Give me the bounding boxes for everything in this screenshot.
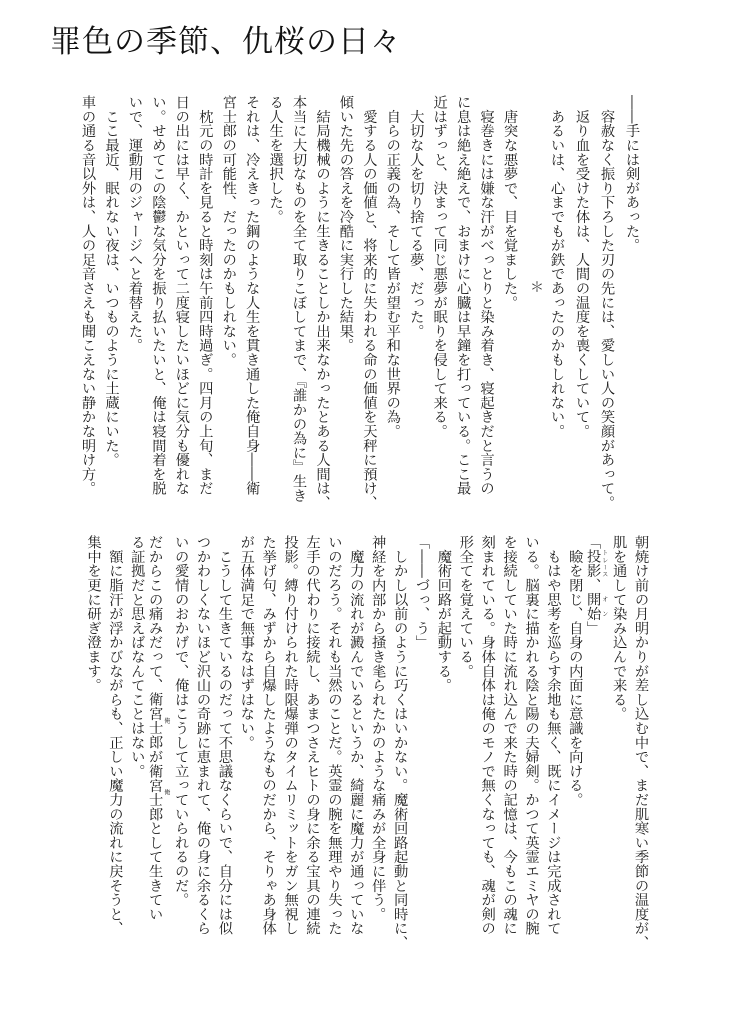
text-column: を接続していた時に流れ込んで来た時の記憶は、今もこの魂に [501,535,518,936]
text-column: 車の通る音以外は、人の足音さえも聞こえない静かな明け方。 [80,95,97,496]
text-column: 「投影 トレース、開始 オン」 [585,535,608,636]
text-column: 大切な人を切り捨てる夢、だった。 [408,95,425,339]
text-column: 容赦なく振り下ろした刃の先には、愛しい人の笑顔があって。 [599,95,615,510]
ruby-text: 衛宮士郎 俺 [147,692,170,750]
text-column: に息は絶え絶えで、おまけに心臓は早鐘を打っている。ここ最 [455,95,472,496]
text-column: 投影。縛り付けられた時限爆弾のタイムリミットをガン無視し [282,535,299,936]
text-column: 愛する人の価値と、将来的に失われる命の価値を天秤に預け、 [361,95,378,510]
text-column: しかし以前のように巧くはいかない。魔術回路起動と同時に、 [392,535,409,950]
text-column: 神経を内部から掻き毟られたかのような痛みが全身に伴う。 [370,535,387,922]
text-column: 返り血を受けた体は、人間の温度を喪くしていて。 [574,95,590,439]
text-column: 寝巻きには嫌な汗がべっとりと染み着き、寝起きだと言うの [478,95,495,496]
text-column: 左手の代わりに接続し、あまつさえヒトの身に余る宝具の連続 [304,535,321,936]
text-column: 形全てを覚えている。 [457,535,474,678]
text-column: 近はずっと、決まって同じ悪夢が眠りを侵して来る。 [431,95,448,439]
text-column: もはや思考を巡らす余地も無く、既にイメージは完成されて [545,535,562,936]
text-column: 魔力の流れが澱んでいるというか、綺麗に魔力が通っていな [348,535,365,936]
text-column: 結局機械のように生きることしか出来なかったとある人間は、 [314,95,331,510]
text-column: いの愛情のおかげで、俺はこうして立っていられるのだ。 [173,535,190,907]
text-column: い。せめてこの陰鬱な気分を振り払いたいと、俺は寝間着を脱 [150,95,167,496]
text-column: 本当に大切なものを全て取りこぼしてまで、『誰かの為に』生き [291,95,308,503]
text-column: 集中を更に研ぎ澄ます。 [85,535,102,693]
text-column: 宮士郎の可能性、だったのかもしれない。 [220,95,237,367]
text-column: 肌を通して染み込んで来る。 [611,535,628,721]
text-column: る人生を選択した。 [267,95,284,224]
text-column: ここ最近、眠れない夜は、いつものように土蔵にいた。 [103,95,120,467]
text-column: いで、運動用のジャージへと着替えた。 [126,95,143,353]
text-column: だからこの痛みだって、衛宮士郎 俺が衛宮士郎 俺として生きてい [147,535,170,922]
text-column: 朝焼け前の月明かりが差し込む中で、まだ肌寒い季節の温度が、 [633,535,649,950]
text-column: それは、冷えきった鋼のような人生を貫き通した俺自身――衛 [244,95,261,496]
ruby-text: 衛宮士郎 俺 [147,763,170,822]
text-column: こうして生きているのだって不思議なくらいで、自分には似 [216,535,233,936]
text-column: 「――づっ、う」 [414,535,430,650]
ruby-text: 投影 トレース [585,549,608,578]
text-column: いる。脳裏に描かれる陰と陽の夫婦剣。かつて英霊エミヤの腕 [523,535,540,936]
section-separator-asterisk: ＊ [528,280,544,294]
text-column: 日の出には早く、かといって二度寝したいほどに気分も優れな [173,95,190,496]
text-column: 自らの正義の為、そして皆が望む平和な世界の為。 [384,95,401,439]
text-column: 唐突な悪夢で、目を覚ました。 [502,95,518,310]
text-column: た挙げ句、みずから自爆したようなものだから、そりゃあ身体 [260,535,277,936]
text-column: 刻まれている。身体自体は俺のモノで無くなっても、魂が剣の [479,535,496,936]
text-column: 瞼を閉じ、自身の内面に意識を向ける。 [567,535,584,807]
ruby-text: 開始 オン [585,592,608,621]
page-title: 罪色の季節、仇桜の日々 [50,24,402,60]
text-column: つかわしくないほど沢山の奇跡に恵まれて、俺の身に余るくら [195,535,211,936]
text-column: いのだろう。それも当然のことだ。英霊の腕を無理やり失った [326,535,343,936]
text-column: 傾いた先の答えを冷酷に実行した結果。 [337,95,354,353]
text-column: 枕元の時計を見ると時刻は午前四時過ぎ。四月の上旬、まだ [197,95,214,496]
text-column: ――手には剣があった。 [624,95,640,253]
text-column: 額に脂汗が浮かびながらも、正しい魔力の流れに戻そうと、 [107,535,124,936]
text-column: が五体満足で無事なはずはない。 [238,535,255,750]
text-column: 魔術回路が起動する。 [435,535,452,693]
text-column: あるいは、心までもが鉄であったのかもしれない。 [549,95,565,439]
text-column: る証拠だと思えばなんてことはない。 [129,535,146,779]
